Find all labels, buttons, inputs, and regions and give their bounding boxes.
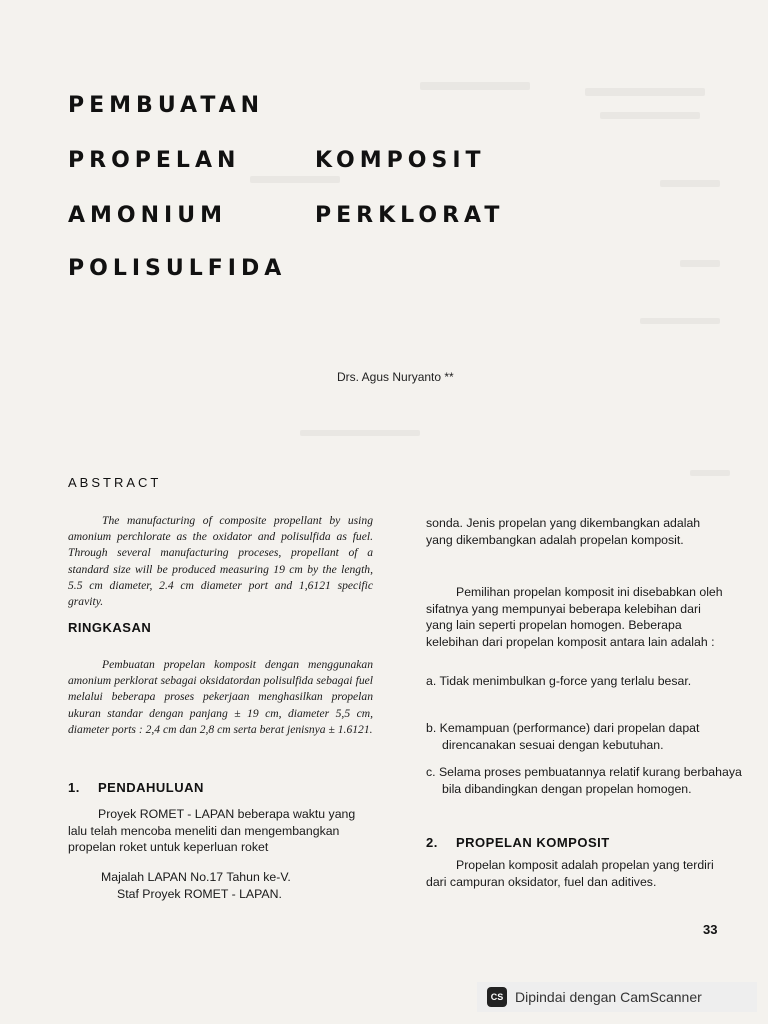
author-line: Drs. Agus Nuryanto ** (337, 370, 454, 384)
bleed-through-mark (640, 318, 720, 324)
list-item-a: a. Tidak menimbulkan g-force yang terlalu besar. (426, 674, 692, 688)
bleed-through-mark (680, 260, 720, 267)
camscanner-text: Dipindai dengan CamScanner (515, 989, 702, 1005)
abstract-text: The manufacturing of composite propellant by using amonium perchlorate as the oxidator and polisulfida as fuel. Through several manufacturing proceses, propellant of a standard size will be produced measuring 19 cm by the length, 5.5 cm diameter, 2.4 cm diameter port and 1,6121 specific gravity. (68, 514, 373, 609)
right-para-2: Pemilihan propelan komposit ini disebabkan oleh sifatnya yang mempunyai beberapa kelebihan dari yang lain seperti propelan homogen. Beberapa kelebihan dari propelan komposit antara lain adalah : (426, 585, 723, 649)
list-item-c: c. Selama proses pembuatannya relatif kurang berbahaya bila dibandingkan dengan propelan homogen. (426, 765, 742, 796)
section-2-text: Propelan komposit adalah propelan yang terdiri dari campuran oksidator, fuel dan aditives. (426, 858, 714, 889)
bleed-through-mark (585, 88, 705, 96)
title-line-3b: PERKLORAT (315, 203, 505, 228)
section-1-number: 1. (68, 780, 80, 795)
title-line-2b: KOMPOSIT (315, 148, 486, 173)
title-line-3a: AMONIUM (68, 203, 227, 228)
title-line-2a: PROPELAN (68, 148, 241, 173)
section-1-heading (68, 780, 204, 795)
right-para-1: sonda. Jenis propelan yang dikembangkan adalah yang dikembangkan adalah propelan komposit. (426, 516, 701, 547)
abstract-heading: ABSTRACT (68, 475, 162, 490)
bleed-through-mark (420, 82, 530, 90)
section-2-heading (426, 835, 610, 850)
section-2-number: 2. (426, 835, 438, 850)
bleed-through-mark (300, 430, 420, 436)
ringkasan-text: Pembuatan propelan komposit dengan menggunakan amonium perklorat sebagai oksidatordan polisulfida sebagai fuel melalui beberapa proses pekerjaan menghasilkan propelan ukuran standar dengan panjang ± 19 cm, diameter 5,5 cm, diameter ports : 2,4 cm dan 2,8 cm serta berat jenisnya ± 1.6121. (68, 658, 373, 736)
camscanner-badge (477, 982, 757, 1012)
section-1-title: PENDAHULUAN (98, 780, 204, 795)
bleed-through-mark (690, 470, 730, 476)
section-2-title: PROPELAN KOMPOSIT (456, 835, 610, 850)
title-line-4: POLISULFIDA (68, 256, 287, 281)
footnote-line-2: Staf Proyek ROMET - LAPAN. (117, 887, 282, 901)
title-line-1: PEMBUATAN (68, 93, 265, 118)
ringkasan-heading: RINGKASAN (68, 620, 152, 635)
bleed-through-mark (250, 176, 340, 183)
bleed-through-mark (600, 112, 700, 119)
list-item-b: b. Kemampuan (performance) dari propelan dapat direncanakan sesuai dengan kebutuhan. (426, 721, 700, 752)
section-1-text: Proyek ROMET - LAPAN beberapa waktu yang lalu telah mencoba meneliti dan mengembangkan propelan roket untuk keperluan roket (68, 807, 356, 855)
page-number: 33 (703, 922, 718, 937)
camscanner-logo-icon: CS (487, 987, 507, 1007)
bleed-through-mark (660, 180, 720, 187)
footnote-line-1: Majalah LAPAN No.17 Tahun ke-V. (101, 870, 291, 884)
